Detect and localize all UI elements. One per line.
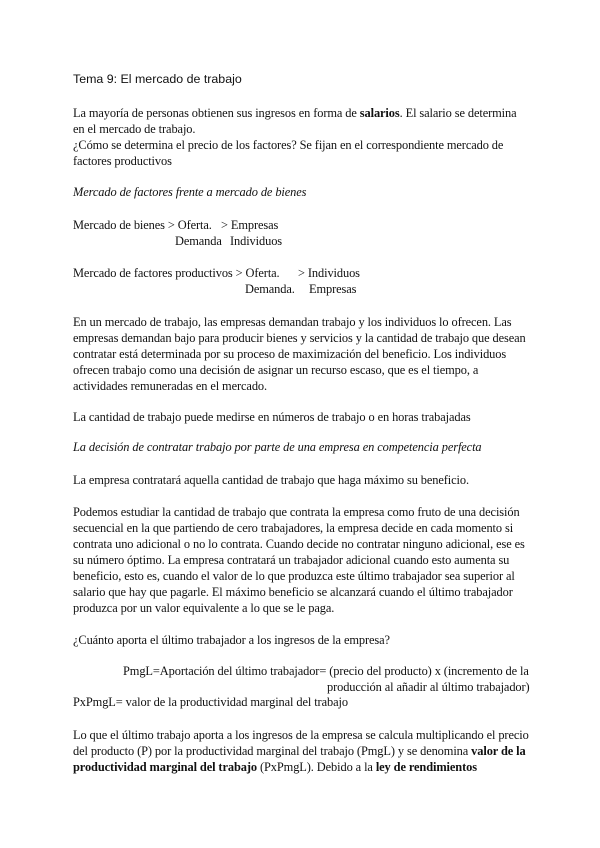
section-heading-markets: Mercado de factores frente a mercado de bienes (73, 185, 307, 199)
goods-market-label: Mercado de bienes > Oferta. (73, 218, 212, 232)
labor-paragraph-line: actividades remuneradas en el mercado. (73, 379, 268, 393)
goods-market-supply-agent: > Empresas (221, 218, 279, 232)
vpm-bold-term: valor de la (471, 744, 526, 758)
intro-text: . El salario se determina (399, 106, 517, 120)
intro-line-3: ¿Cómo se determina el precio de los factores? Se fijan en el correspondiente mercado de (73, 138, 504, 152)
final-paragraph-line-2 (73, 743, 526, 759)
intro-line-4: factores productivos (73, 154, 172, 168)
formula-line-3: PxPmgL= valor de la productividad marginal del trabajo (73, 695, 348, 709)
page-title: Tema 9: El mercado de trabajo (73, 72, 242, 86)
final-text: (PxPmgL). Debido a la (256, 760, 376, 774)
factor-market-demand-agent: Empresas (309, 282, 357, 296)
factor-market-label: Mercado de factores productivos > Oferta. (73, 266, 280, 280)
question-line: ¿Cuánto aporta el último trabajador a los ingresos de la empresa? (73, 633, 390, 647)
salarios-bold: salarios (359, 106, 400, 120)
labor-paragraph-line: ofrecen trabajo como una decisión de asignar un recurso escaso, que es el tiempo, a (73, 363, 479, 377)
study-paragraph-line: salario que hay que pagarle. El máximo beneficio se alcanzará cuando el último trabajador (73, 585, 513, 599)
intro-line-1 (73, 105, 517, 121)
final-text: del producto (P) por la productividad marginal del trabajo (PmgL) y se denomina (73, 744, 472, 758)
max-profit-paragraph: La empresa contratará aquella cantidad de trabajo que haga máximo su beneficio. (73, 473, 469, 487)
study-paragraph-line: secuencial en la que partiendo de cero trabajadores, la empresa decide en cada momento si (73, 521, 514, 535)
section-heading-hiring: La decisión de contratar trabajo por parte de una empresa en competencia perfecta (73, 440, 482, 454)
final-paragraph-line-1: Lo que el último trabajo aporta a los ingresos de la empresa se calcula multiplicando el precio (73, 728, 529, 742)
goods-market-demand: Demanda (175, 234, 222, 248)
measure-paragraph: La cantidad de trabajo puede medirse en números de trabajo o en horas trabajadas (73, 410, 471, 424)
intro-text: La mayoría de personas obtienen sus ingresos en forma de (73, 106, 360, 120)
formula-line-2: producción al añadir al último trabajador) (327, 680, 530, 694)
diminishing-returns-bold-term: ley de rendimientos (375, 760, 477, 774)
study-paragraph-line: produzca por un valor equivalente a lo que se le paga. (73, 601, 335, 615)
labor-paragraph-line: empresas demandan bajo para producir bienes y servicios y la cantidad de trabajo que desean (73, 331, 526, 345)
labor-paragraph-line: contratar está determinada por su proceso de maximización del beneficio. Los individuos (73, 347, 507, 361)
study-paragraph-line: contrata uno adicional o no lo contrata. Cuando decide no contratar ninguno adicional, ese es (73, 537, 525, 551)
intro-line-2: en el mercado de trabajo. (73, 122, 196, 136)
formula-line-1: PmgL=Aportación del último trabajador= (precio del producto) x (incremento de la (123, 664, 529, 678)
labor-paragraph-line: En un mercado de trabajo, las empresas demandan trabajo y los individuos lo ofrecen. Las (73, 315, 512, 329)
factor-market-demand: Demanda. (245, 282, 295, 296)
final-paragraph-line-3 (73, 759, 477, 775)
study-paragraph-line: su número óptimo. La empresa contratará un trabajador adicional cuando esto aumenta su (73, 553, 510, 567)
study-paragraph-line: Podemos estudiar la cantidad de trabajo que contrata la empresa como fruto de una decisión (73, 505, 520, 519)
vpm-bold-term: productividad marginal del trabajo (73, 760, 257, 774)
factor-market-supply-agent: > Individuos (298, 266, 360, 280)
goods-market-demand-agent: Individuos (230, 234, 283, 248)
study-paragraph-line: beneficio, esto es, cuando el valor de lo que produzca este último trabajador sea superior al (73, 569, 515, 583)
